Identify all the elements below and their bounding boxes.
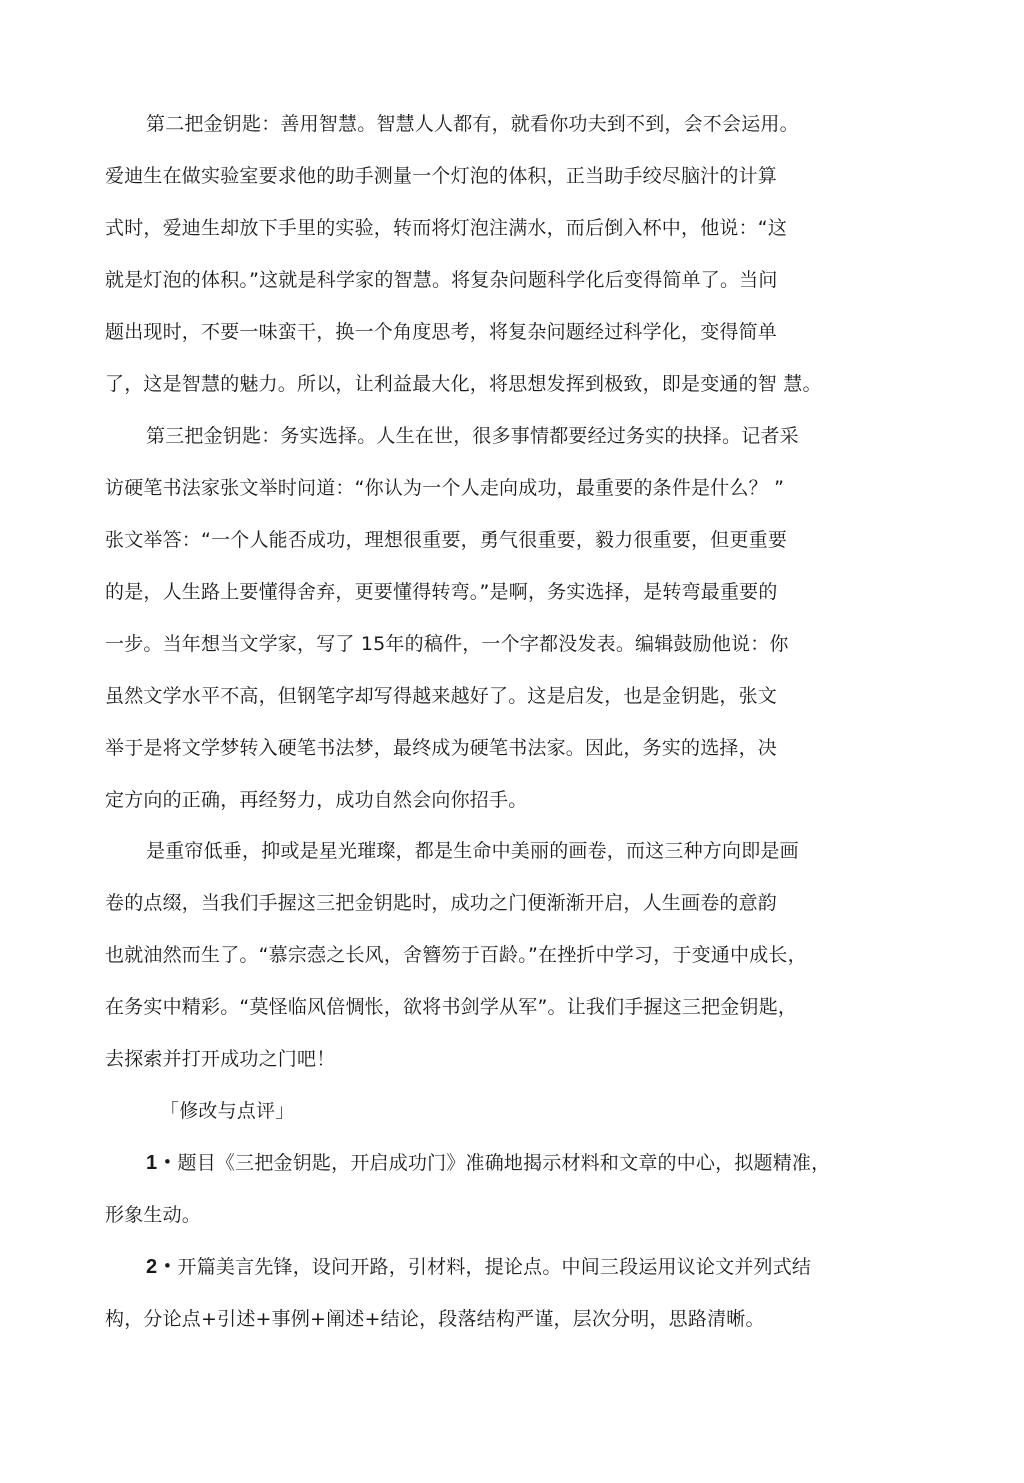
- text-line: 一步。当年想当文学家，写了 15年的稿件，一个字都没发表。编辑鼓励他说：你: [105, 633, 789, 655]
- list-marker: 2・: [146, 1256, 178, 1278]
- list-item: [146, 1254, 811, 1280]
- text-line: 卷的点缀，当我们手握这三把金钥匙时，成功之门便渐渐开启，人生画卷的意韵: [105, 892, 778, 914]
- text-line: 构，分论点+引述+事例+阐述+结论，段落结构严谨，层次分明，思路清晰。: [105, 1308, 765, 1330]
- text-line: 在务实中精彩。“莫怪临风倍惆怅，欲将书剑学从军”。让我们手握这三把金钥匙，: [105, 996, 798, 1018]
- text-line: 形象生动。: [105, 1204, 202, 1226]
- text-line: 的是，人生路上要懂得舍弃，更要懂得转弯。”是啊，务实选择，是转弯最重要的: [105, 581, 778, 603]
- text-line: 式时，爱迪生却放下手里的实验，转而将灯泡注满水，而后倒入杯中，他说：“这: [105, 217, 788, 239]
- list-item: [146, 1150, 830, 1176]
- text-line: 是重帘低垂，抑或是星光璀璨，都是生命中美丽的画卷，而这三种方向即是画: [146, 840, 799, 862]
- text-line: 虽然文学水平不高，但钢笔字却写得越来越好了。这是启发，也是金钥匙，张文: [105, 685, 778, 707]
- text-line: 爱迪生在做实验室要求他的助手测量一个灯泡的体积，正当助手绞尽脑汁的计算: [105, 165, 778, 187]
- text-line: 举于是将文学梦转入硬笔书法梦，最终成为硬笔书法家。因此，务实的选择，决: [105, 737, 778, 759]
- text-line: 第三把金钥匙：务实选择。人生在世，很多事情都要经过务实的抉择。记者采: [146, 425, 799, 447]
- text-line: 定方向的正确，再经努力，成功自然会向你招手。: [105, 789, 528, 811]
- text-line: 张文举答：“一个人能否成功，理想很重要，勇气很重要，毅力很重要，但更重要: [105, 529, 788, 551]
- text-line: 去探索并打开成功之门吧！: [105, 1048, 336, 1070]
- text-line: 也就油然而生了。“慕宗悫之长风，舍簪笏于百龄。”在挫折中学习，于变通中成长，: [105, 944, 807, 966]
- text-line: 第二把金钥匙：善用智慧。智慧人人都有，就看你功夫到不到，会不会运用。: [146, 113, 799, 135]
- text-line: 就是灯泡的体积。”这就是科学家的智慧。将复杂问题科学化后变得简单了。当问: [105, 269, 778, 291]
- text-line: 访硬笔书法家张文举时问道：“你认为一个人走向成功，最重要的条件是什么？ ”: [105, 477, 785, 499]
- list-item-text: 题目《三把金钥匙，开启成功门》准确地揭示材料和文章的中心，拟题精准，: [177, 1152, 831, 1174]
- list-marker: 1・: [146, 1152, 178, 1174]
- text-line: 题出现时，不要一味蛮干，换一个角度思考，将复杂问题经过科学化，变得简单: [105, 321, 778, 343]
- text-line: 了，这是智慧的魅力。所以，让利益最大化，将思想发挥到极致，即是变通的智 慧。: [105, 373, 822, 395]
- section-heading: 「修改与点评」: [160, 1100, 295, 1122]
- list-item-text: 开篇美言先锋，设问开路，引材料，提论点。中间三段运用议论文并列式结: [177, 1256, 812, 1278]
